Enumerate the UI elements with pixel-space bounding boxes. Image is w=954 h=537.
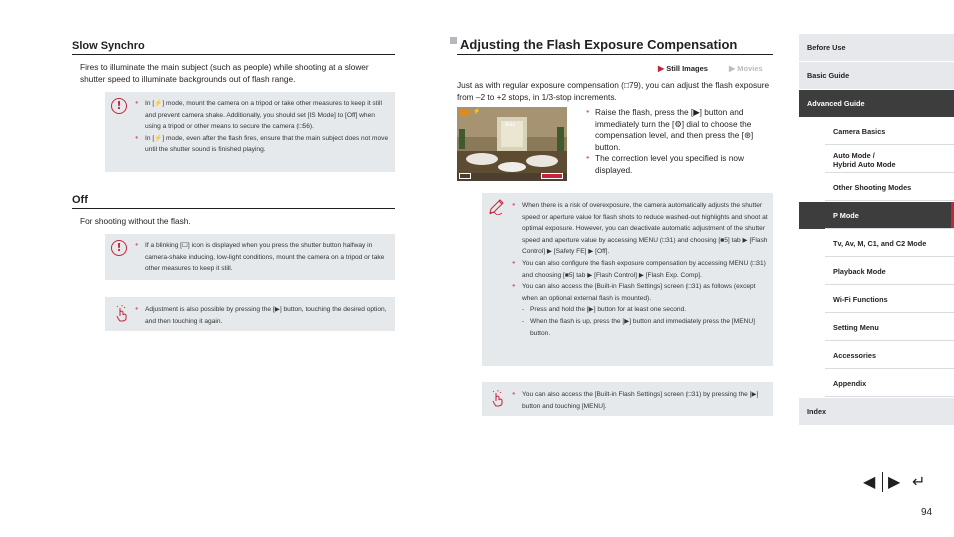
battery-icon [459,173,471,179]
section-marker [450,37,457,44]
finger-touch-icon [490,389,506,407]
finger-touch-icon [114,304,130,322]
nav-item-playback-mode[interactable] [799,258,954,286]
camera-screen-image [457,107,567,181]
divider [457,54,773,55]
nav-item-label: Accessories [833,351,877,360]
nav-item-label: P Mode [833,211,859,220]
nav-item-wi-fi-functions[interactable] [799,286,954,314]
step-item: ● Raise the flash, press the [▶] button and immediately turn the [⚙] dial to choose the compensation level, and then press the [⊛] button. [586,107,774,153]
nav-item-label: Camera Basics [833,127,886,136]
nav-item-label: Other Shooting Modes [833,183,912,192]
nav-item-label: Appendix [833,379,867,388]
mode-indicator-still [658,64,708,73]
nav-item-label: Index [807,407,827,416]
nav-item-setting-menu[interactable] [799,314,954,342]
flash-comp-intro: Just as with regular exposure compensation (□79), you can adjust the flash exposure from –2 to +2 stops, in 1/3-stop increments. [457,80,770,102]
mode-label-still: Still Images [666,64,708,73]
nav-item-other-shooting-modes[interactable] [799,174,954,202]
caution-icon: ! [111,98,127,114]
nav-item-label: Playback Mode [833,267,886,276]
section-title-flash-comp: Adjusting the Flash Exposure Compensation [460,37,738,52]
nav-item-auto-mode-hybrid-auto-mode[interactable] [799,146,954,174]
nav-item-label: Wi-Fi Functions [833,295,888,304]
nav-item-appendix[interactable] [799,370,954,398]
caution-note: ● In [⚡] mode, even after the flash fires, ensure that the main subject does not move until the shutter sound is finished playing. [135,133,389,156]
caution-icon: ! [111,240,127,256]
section-title-off: Off [72,194,88,206]
nav-item-accessories[interactable] [799,342,954,370]
section-title-slow-synchro: Slow Synchro [72,40,145,52]
divider [882,472,883,492]
divider [72,54,395,55]
nav-item-before-use[interactable] [799,34,954,62]
caution-box [105,234,395,280]
flash-icon: ⚡ [473,109,481,115]
nav-item-label: Advanced Guide [807,99,865,108]
divider [72,208,395,209]
play-arrow-icon: ▶ [729,64,736,73]
slow-synchro-body: Fires to illuminate the main subject (such as people) while shooting at a slower shutter speed to illuminate backgrounds out of flash range. [80,62,369,84]
tip-note: ● Adjustment is also possible by pressing the [▶] button, touching the desired option, and then touching it again. [135,304,391,327]
nav-item-basic-guide[interactable] [799,62,954,90]
nav-item-label: Before Use [807,43,846,52]
flash-mode-badge [460,109,470,116]
screen-label: Auto [505,122,516,128]
nav-item-label: Setting Menu [833,323,879,332]
caution-box [105,92,395,172]
nav-item-index[interactable] [799,398,954,426]
prev-page-button[interactable]: ◀ [863,472,876,491]
caution-note: ● If a blinking [☐] icon is displayed when you press the shutter button halfway in camera-shake inducing, low-light conditions, mount the camera on a tripod or take other measures to keep it still. [135,240,391,275]
caution-note: ● In [⚡] mode, mount the camera on a tripod or take other measures to keep it still and prevent camera shake. Additionally, you should set [IS Mode] to [Off] when using a tripod or other means to secure the camera (□56). [135,98,389,133]
play-arrow-icon: ▶ [658,64,665,73]
mode-indicator-movies [729,64,763,73]
off-body: For shooting without the flash. [80,216,191,226]
pencil-memo-icon [488,199,506,215]
back-button[interactable]: ↵ [912,472,926,491]
nav-item-label: Basic Guide [807,71,850,80]
memo-subnote: - Press and hold the [▶] button for at least one second. [522,304,768,316]
next-page-button[interactable]: ▶ [888,472,901,491]
flash-comp-indicator [541,173,563,179]
memo-subnote: - When the flash is up, press the [▶] button and immediately press the [MENU] button. [522,316,768,339]
page-number: 94 [921,507,933,518]
mode-label-movies: Movies [737,64,763,73]
memo-note: ● You can also configure the flash exposure compensation by accessing MENU (□31) and choosing [■5] tab ▶ [Flash Control] ▶ [Flash Exp. Comp]. [512,258,768,281]
nav-item-p-mode[interactable] [799,202,954,230]
tip-box [482,382,773,416]
step-item: ● The correction level you specified is now displayed. [586,153,774,176]
nav-item-label: Auto Mode / Hybrid Auto Mode [833,150,896,169]
nav-item-label: Tv, Av, M, C1, and C2 Mode [833,239,927,248]
memo-note: ● You can also access the [Built-in Flash Settings] screen (□31) as follows (except when an optional external flash is mounted). [512,281,768,304]
room-scene [457,107,567,181]
tip-box [105,297,395,331]
nav-item-tv-av-m-c1-and-c2-mode[interactable] [799,230,954,258]
nav-item-advanced-guide[interactable] [799,90,954,118]
memo-note: ● When there is a risk of overexposure, the camera automatically adjusts the shutter speed or aperture value for flash shots to reduce washed-out highlights and shoot at optimal exposure. However, you can deactivate automatic adjustment of the shutter speed and aperture value by accessing MENU (□31) and choosing [■5] tab ▶ [Flash Control] ▶ [Safety FE] ▶ [Off]. [512,200,768,258]
tip-note: ● You can also access the [Built-in Flash Settings] screen (□31) by pressing the [▶] button and touching [MENU]. [512,389,768,412]
memo-box [482,193,773,366]
nav-item-camera-basics[interactable] [799,118,954,146]
